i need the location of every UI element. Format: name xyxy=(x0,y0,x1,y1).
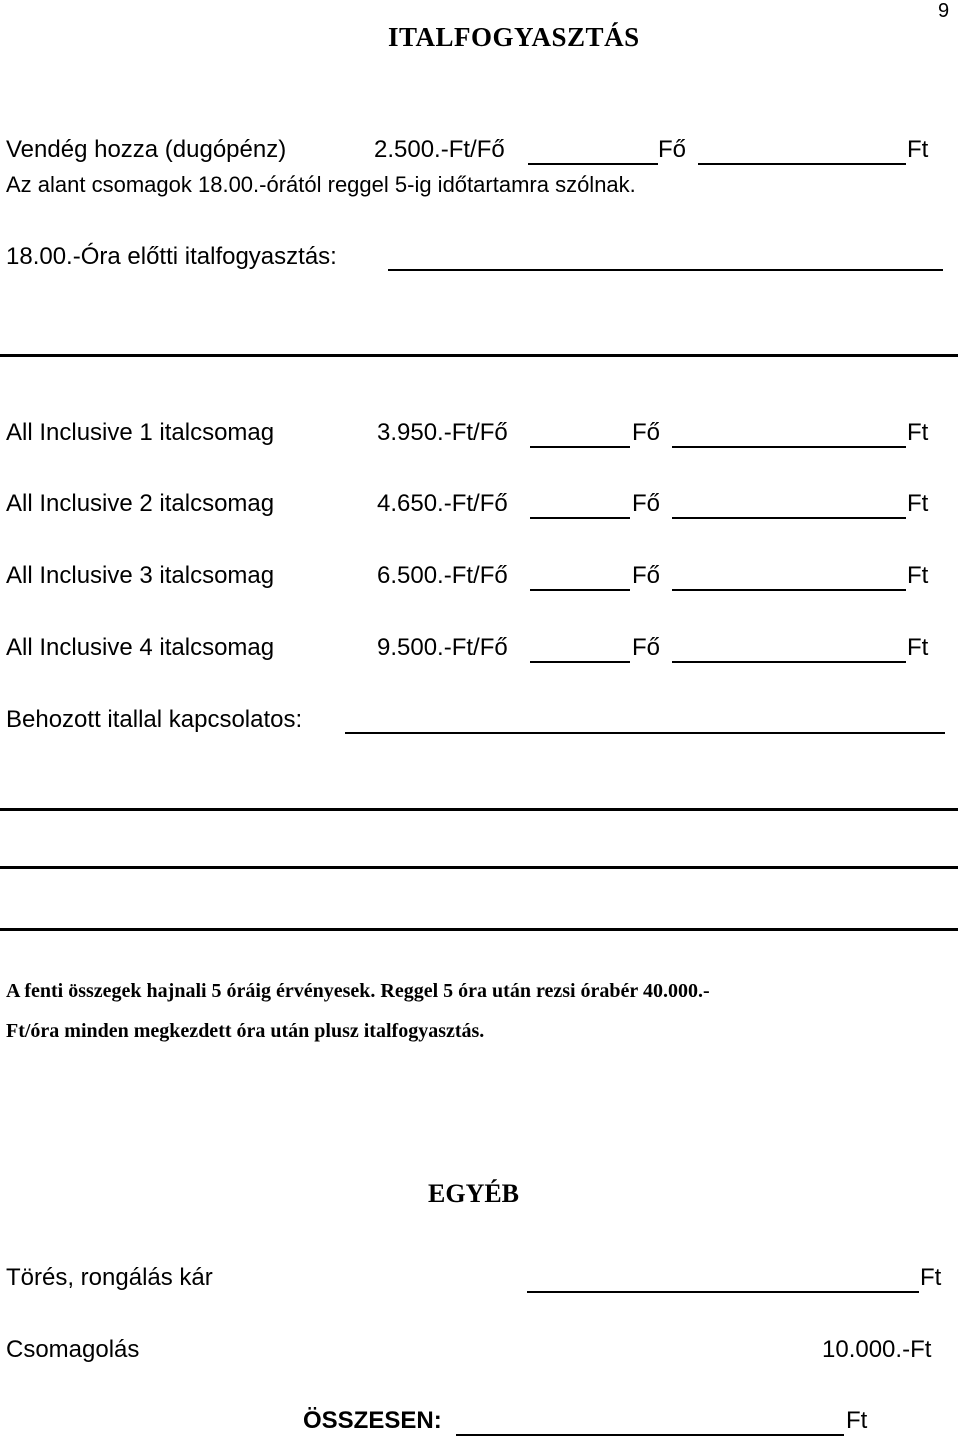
time-note: Az alant csomagok 18.00.-órától reggel 5-ig időtartamra szólnak. xyxy=(6,172,636,197)
page-title: ITALFOGYASZTÁS xyxy=(388,22,640,52)
behozott-field-line4[interactable] xyxy=(0,928,958,931)
total-amount-field[interactable] xyxy=(456,1434,844,1436)
package-fo-label: Fő xyxy=(632,490,661,517)
before18-field-line2[interactable] xyxy=(0,354,958,357)
validity-note-line1: A fenti összegek hajnali 5 óráig érvényesek. Reggel 5 óra után rezsi órabér 40.000.- xyxy=(6,980,710,1002)
package-amount-field[interactable] xyxy=(672,446,906,448)
package-label: All Inclusive 1 italcsomag xyxy=(6,419,275,446)
damage-label: Törés, rongálás kár xyxy=(6,1264,213,1291)
total-label: ÖSSZESEN: xyxy=(303,1407,442,1434)
package-label: All Inclusive 4 italcsomag xyxy=(6,634,275,661)
package-person-count-field[interactable] xyxy=(530,589,630,591)
behozott-label: Behozott itallal kapcsolatos: xyxy=(6,706,303,733)
before18-field[interactable] xyxy=(388,269,943,271)
package-ft-label: Ft xyxy=(907,562,929,589)
behozott-field-line3[interactable] xyxy=(0,866,958,869)
before18-label: 18.00.-Óra előtti italfogyasztás: xyxy=(6,243,337,270)
packaging-value: 10.000.-Ft xyxy=(822,1336,932,1363)
package-price: 3.950.-Ft/Fő xyxy=(377,419,508,446)
package-ft-label: Ft xyxy=(907,419,929,446)
behozott-field[interactable] xyxy=(345,732,945,734)
total-ft-label: Ft xyxy=(846,1407,868,1434)
dugopenz-fo-label: Fő xyxy=(658,136,687,163)
package-fo-label: Fő xyxy=(632,419,661,446)
other-section-title: EGYÉB xyxy=(428,1179,520,1208)
dugopenz-label: Vendég hozza (dugópénz) xyxy=(6,136,287,163)
validity-note-line2: Ft/óra minden megkezdett óra után plusz italfogyasztás. xyxy=(6,1020,485,1042)
package-amount-field[interactable] xyxy=(672,517,906,519)
package-amount-field[interactable] xyxy=(672,661,906,663)
package-price: 4.650.-Ft/Fő xyxy=(377,490,508,517)
dugopenz-person-count-field[interactable] xyxy=(528,163,658,165)
packaging-label: Csomagolás xyxy=(6,1336,140,1363)
package-person-count-field[interactable] xyxy=(530,517,630,519)
package-label: All Inclusive 3 italcsomag xyxy=(6,562,275,589)
package-label: All Inclusive 2 italcsomag xyxy=(6,490,275,517)
package-ft-label: Ft xyxy=(907,634,929,661)
package-ft-label: Ft xyxy=(907,490,929,517)
package-person-count-field[interactable] xyxy=(530,446,630,448)
package-amount-field[interactable] xyxy=(672,589,906,591)
behozott-field-line2[interactable] xyxy=(0,808,958,811)
package-price: 9.500.-Ft/Fő xyxy=(377,634,508,661)
damage-amount-field[interactable] xyxy=(527,1291,919,1293)
dugopenz-ft-label: Ft xyxy=(907,136,929,163)
dugopenz-amount-field[interactable] xyxy=(698,163,906,165)
dugopenz-price: 2.500.-Ft/Fő xyxy=(374,136,505,163)
package-fo-label: Fő xyxy=(632,634,661,661)
damage-ft-label: Ft xyxy=(920,1264,942,1291)
package-fo-label: Fő xyxy=(632,562,661,589)
package-person-count-field[interactable] xyxy=(530,661,630,663)
package-price: 6.500.-Ft/Fő xyxy=(377,562,508,589)
page-number: 9 xyxy=(938,0,950,22)
